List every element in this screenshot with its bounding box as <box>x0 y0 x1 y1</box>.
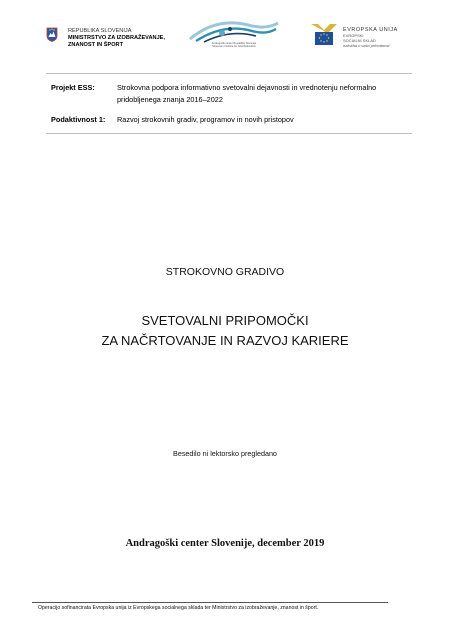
project-value-line-2: pridobljenega znanja 2016–2022 <box>117 95 223 104</box>
acs-line-1: Andragoški center Republike Slovenije <box>211 42 257 45</box>
eu-line-4: naložba v vašo prihodnost <box>343 43 390 48</box>
slovenia-coat-of-arms-icon <box>46 27 58 42</box>
eu-line-2: EVROPSKI <box>343 33 364 38</box>
footer-rule <box>32 602 388 603</box>
acs-logo-text <box>188 42 280 48</box>
publisher-line: Andragoški center Slovenije, december 2019 <box>125 538 325 549</box>
document-title <box>0 311 450 351</box>
eu-logo-text <box>343 28 398 48</box>
eu-line-3: SOCIALNI SKLAD <box>343 38 376 43</box>
ministry-logo-text <box>68 28 165 48</box>
subactivity-value: Razvoj strokovnih gradiv, programov in novih pristopov <box>117 115 294 124</box>
ministry-line-3: ZNANOST IN ŠPORT <box>68 41 124 48</box>
cofinancing-footnote: Operacijo sofinancirata Evropska unija iz Evropskega socialnega sklada ter Ministrstvo za izobraževanje, znanost in šport. <box>38 605 319 611</box>
project-box-top-rule <box>46 73 412 74</box>
document-category: STROKOVNO GRADIVO <box>165 266 285 278</box>
document-title-line-2: ZA NAČRTOVANJE IN RAZVOJ KARIERE <box>101 333 349 348</box>
project-box-bottom-rule <box>46 133 412 134</box>
project-value-line-1: Strokovna podpora informativno svetovalni dejavnosti in vrednotenju neformalno <box>117 83 377 92</box>
document-title-line-1: SVETOVALNI PRIPOMOČKI <box>141 313 309 328</box>
ministry-line-1: REPUBLIKA SLOVENIJA <box>68 28 132 34</box>
eu-esf-logo-icon <box>309 22 339 47</box>
eu-line-1: EVROPSKA UNIJA <box>343 27 398 33</box>
ministry-line-2: MINISTRSTVO ZA IZOBRAŽEVANJE, <box>68 34 165 41</box>
subactivity-label: Podaktivnost 1: <box>51 115 106 124</box>
acs-line-2: Slovenian Institute for Adult Education <box>212 45 256 49</box>
proofreading-note: Besedilo ni lektorsko pregledano <box>173 449 277 458</box>
project-label: Projekt ESS: <box>51 83 95 92</box>
